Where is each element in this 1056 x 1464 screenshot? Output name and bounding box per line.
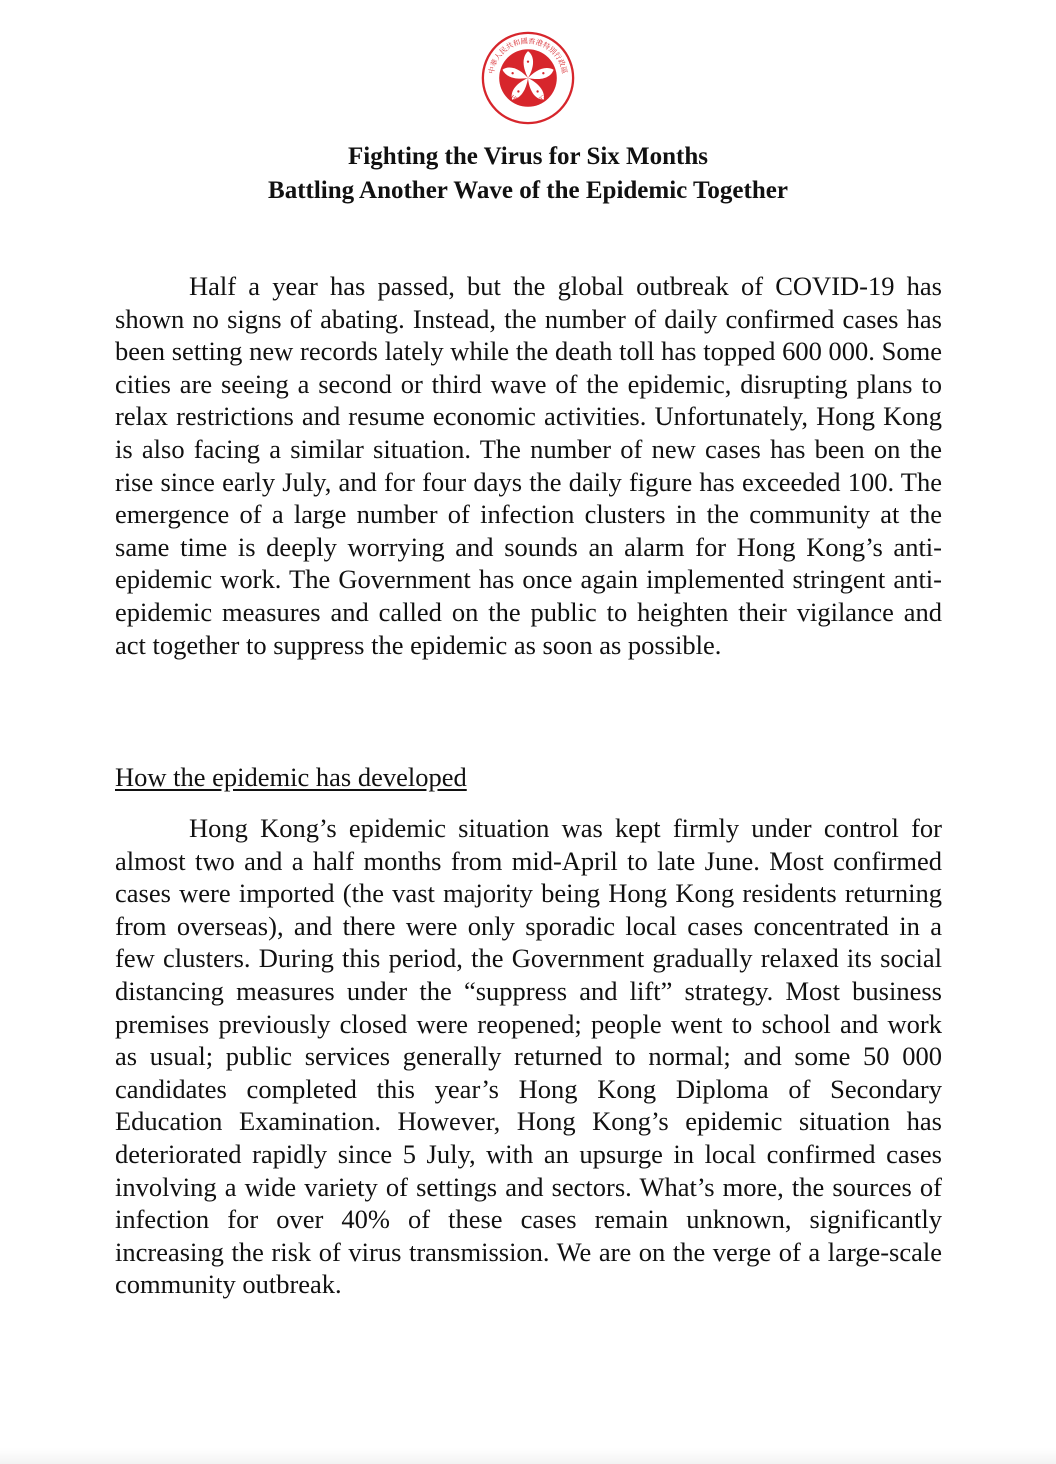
section-heading: How the epidemic has developed [115, 762, 467, 792]
emblem-top-text: 中華人民共和國香港特別行政區 [486, 36, 570, 75]
emblem-bottom-text: HONG KONG [509, 93, 547, 107]
paragraph-1-text: Half a year has passed, but the global outbreak of COVID-19 has shown no signs of abating. Instead, the number of daily confirmed cases has been setting new records lately while the death toll has topped 600 000. Some cities are seeing a second or third wave of the epidemic, disrupting plans to relax restrictions and resume economic activities. Unfortunately, Hong Kong is also facing a similar situation. The number of new cases has been on the rise since early July, and for four days the daily figure has exceeded 100. The emergence of a large number of infection clusters in the community at the same time is deeply worrying and sounds an alarm for Hong Kong’s anti-epidemic work. The Government has once again implemented stringent anti-epidemic measures and called on the public to heighten their vigilance and act together to suppress the epidemic as soon as possible. [115, 271, 942, 660]
paragraph-1 [115, 270, 942, 661]
page-bottom-edge [0, 1448, 1056, 1464]
title-line-2: Battling Another Wave of the Epidemic Together [268, 177, 788, 204]
document-title [0, 140, 1056, 208]
paragraph-2 [115, 812, 942, 1301]
paragraph-2-text: Hong Kong’s epidemic situation was kept firmly under control for almost two and a half months from mid-April to late June. Most confirmed cases were imported (the vast majority being Hong Kong residents returning from overseas), and there were only sporadic local cases concentrated in a few clusters. During this period, the Government gradually relaxed its social distancing measures under the “suppress and lift” strategy. Most business premises previously closed were reopened; people went to school and work as usual; public services generally returned to normal; and some 50 000 candidates completed this year’s Hong Kong Diploma of Secondary Education Examination. However, Hong Kong’s epidemic situation has deteriorated rapidly since 5 July, with an upsurge in local confirmed cases involving a wide variety of settings and sectors. What’s more, the sources of infection for over 40% of these cases remain unknown, significantly increasing the risk of virus transmission. We are on the verge of a large-scale community outbreak. [115, 813, 942, 1300]
hksar-regional-emblem-icon [480, 30, 576, 126]
title-line-1: Fighting the Virus for Six Months [348, 143, 708, 170]
